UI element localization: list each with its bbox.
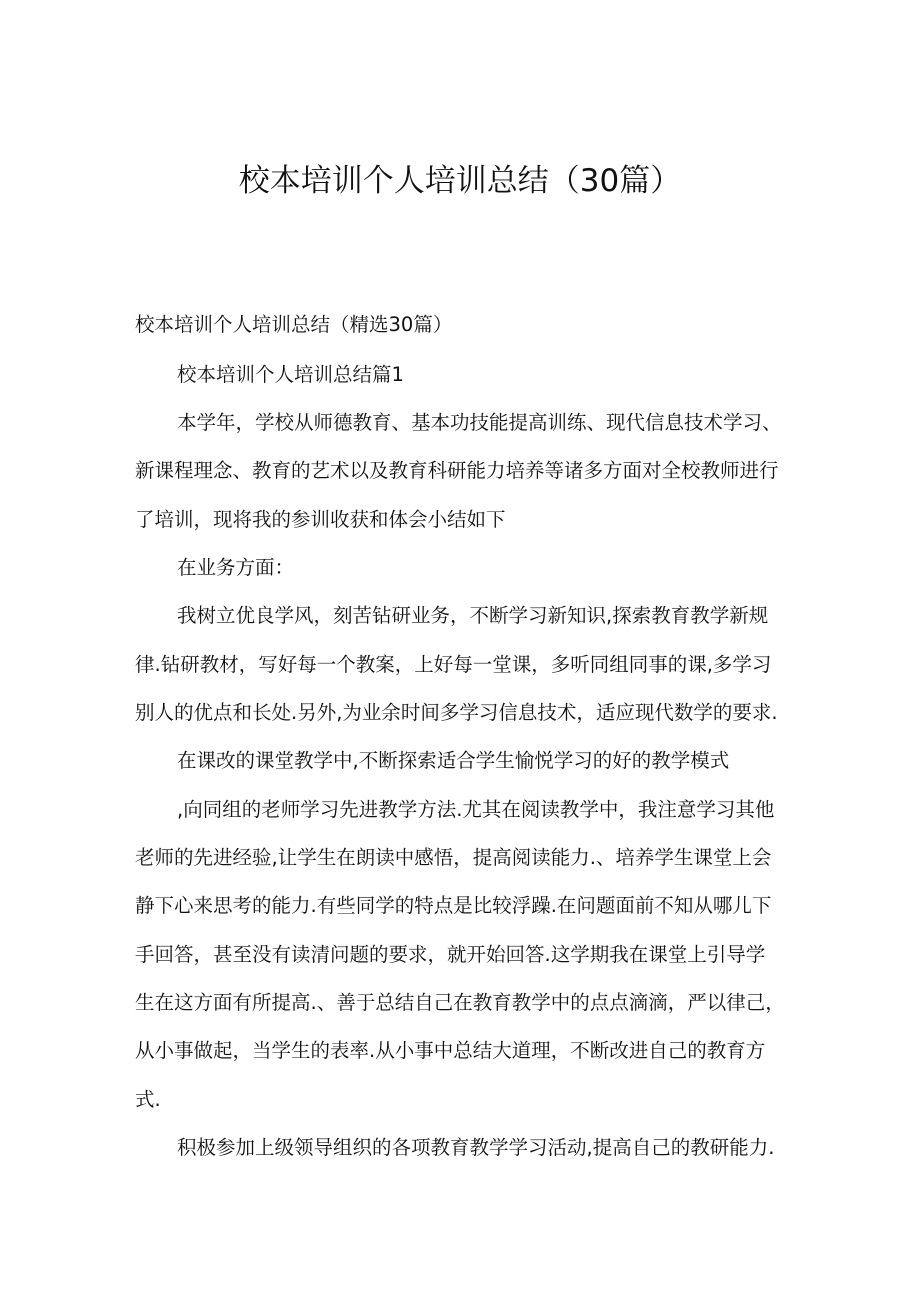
document-title: 校本培训个人培训总结（30篇）	[238, 163, 682, 199]
paragraph-line: 本学年，学校从师德教育、基本功技能提高训练、现代信息技术学习、	[177, 411, 782, 434]
paragraph-line: 在业务方面：	[177, 556, 295, 579]
paragraph-line: 我树立优良学风，刻苦钻研业务，不断学习新知识,探索教育教学新规	[177, 604, 769, 627]
paragraph-line: 在课改的课堂教学中,不断探索适合学生愉悦学习的好的教学模式	[177, 749, 730, 772]
paragraph-line: 积极参加上级领导组织的各项教育教学学习活动,提高自己的教研能力.	[177, 1136, 775, 1159]
paragraph-line: 了培训，现将我的参训收获和体会小结如下	[135, 508, 506, 531]
paragraph-line: 律.钻研教材，写好每一个教案，上好每一堂课，多听同组同事的课,多学习	[135, 653, 772, 676]
paragraph-line: 生在这方面有所提高.、善于总结自己在教育教学中的点点滴滴，严以律己，	[135, 991, 785, 1014]
section-heading: 校本培训个人培训总结篇1	[177, 363, 404, 386]
paragraph-line: 新课程理念、教育的艺术以及教育科研能力培养等诸多方面对全校教师进行	[135, 459, 779, 482]
paragraph-line: 从小事做起，当学生的表率.从小事中总结大道理，不断改进自己的教育方	[135, 1039, 766, 1062]
paragraph-line: 老师的先进经验,让学生在朗读中感悟，提高阅读能力.、培养学生课堂上会	[135, 846, 772, 869]
paragraph-line: 别人的优点和长处.另外,为业余时间多学习信息技术，适应现代数学的要求.	[135, 701, 778, 724]
paragraph-line: 手回答，甚至没有读清问题的要求，就开始回答.这学期我在课堂上引导学	[135, 943, 766, 966]
paragraph-line: 式.	[135, 1088, 161, 1111]
paragraph-line: ,向同组的老师学习先进教学方法.尤其在阅读教学中，我注意学习其他	[177, 798, 775, 821]
document-subtitle: 校本培训个人培训总结（精选30篇）	[135, 313, 453, 336]
paragraph-line: 静下心来思考的能力.有些同学的特点是比较浮躁.在问题面前不知从哪儿下	[135, 894, 772, 917]
